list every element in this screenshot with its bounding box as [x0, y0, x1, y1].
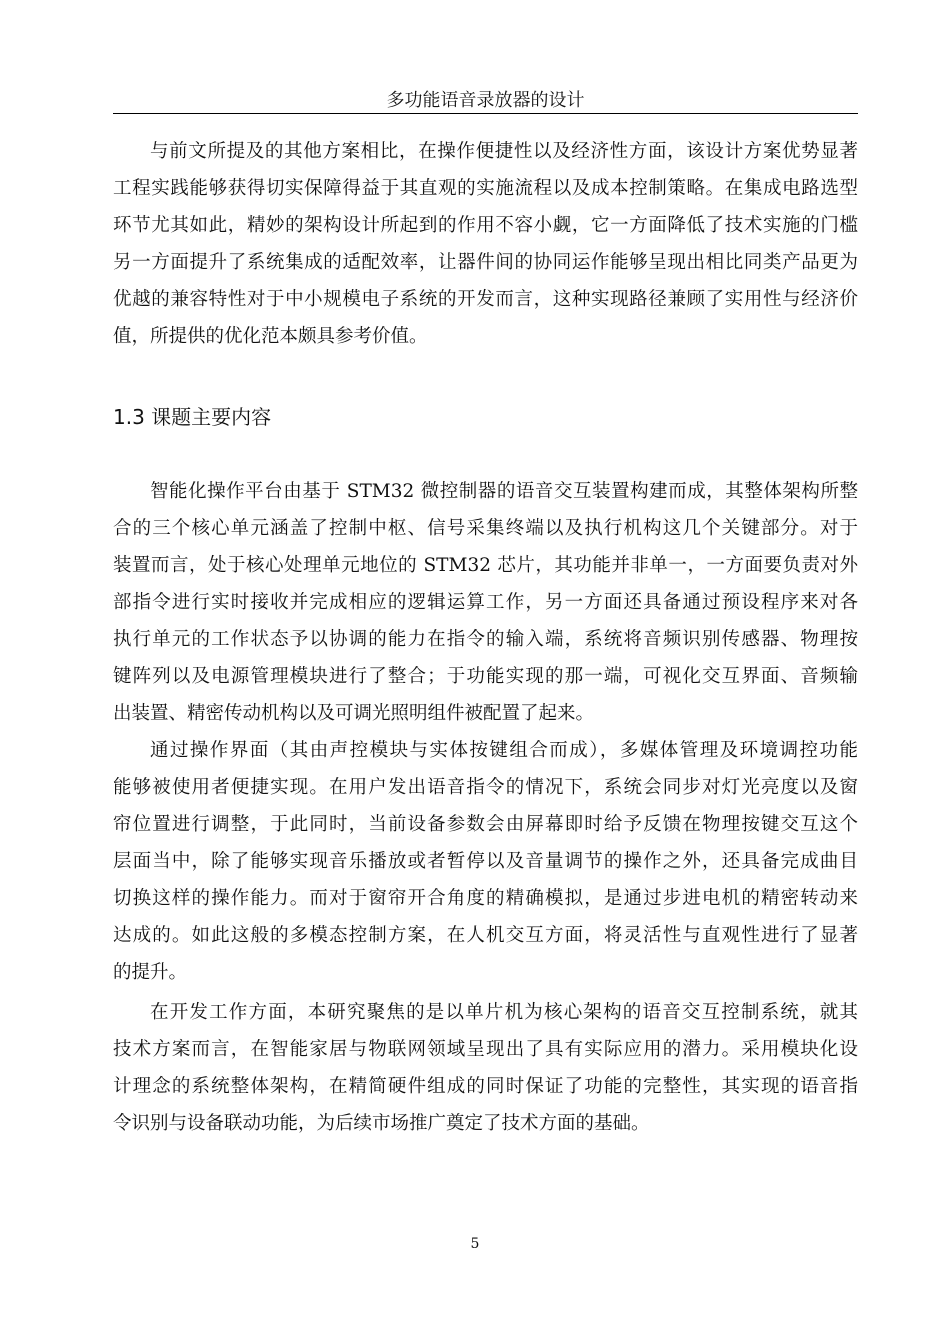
paragraph-line: 的提升。 [113, 962, 188, 983]
section-heading: 1.3 课题主要内容 [113, 405, 272, 429]
running-header-title: 多功能语音录放器的设计 [386, 90, 585, 111]
paragraph-line: 令识别与设备联动功能，为后续市场推广奠定了技术方面的基础。 [113, 1113, 650, 1134]
paragraph-line: 帘位置进行调整，于此同时，当前设备参数会由屏幕即时给予反馈在物理按键交互这个 [113, 814, 858, 835]
paragraph-line: 切换这样的操作能力。而对于窗帘开合角度的精确模拟，是通过步进电机的精密转动来 [113, 888, 858, 909]
paragraph-line: 智能化操作平台由基于 STM32 微控制器的语音交互装置构建而成，其整体架构所整 [150, 481, 858, 502]
page-number: 5 [470, 1236, 480, 1252]
paragraph-line: 与前文所提及的其他方案相比，在操作便捷性以及经济性方面，该设计方案优势显著 [150, 141, 858, 162]
paragraph-line: 层面当中，除了能够实现音乐播放或者暂停以及音量调节的操作之外，还具备完成曲目 [113, 851, 858, 872]
paragraph-line: 合的三个核心单元涵盖了控制中枢、信号采集终端以及执行机构这几个关键部分。对于 [113, 518, 858, 539]
paragraph-line: 通过操作界面（其由声控模块与实体按键组合而成），多媒体管理及环境调控功能 [150, 740, 858, 761]
paragraph-line: 计理念的系统整体架构，在精简硬件组成的同时保证了功能的完整性，其实现的语音指 [113, 1076, 858, 1097]
paragraph-line: 值，所提供的优化范本颇具参考价值。 [113, 326, 428, 347]
paragraph-line: 在开发工作方面，本研究聚焦的是以单片机为核心架构的语音交互控制系统，就其 [150, 1002, 858, 1023]
paragraph-line: 能够被使用者便捷实现。在用户发出语音指令的情况下，系统会同步对灯光亮度以及窗 [113, 777, 858, 798]
paragraph-line: 技术方案而言，在智能家居与物联网领域呈现出了具有实际应用的潜力。采用模块化设 [113, 1039, 858, 1060]
paragraph-line: 装置而言，处于核心处理单元地位的 STM32 芯片，其功能并非单一，一方面要负责对外 [113, 555, 858, 576]
paragraph-line: 出装置、精密传动机构以及可调光照明组件被配置了起来。 [113, 703, 595, 724]
paragraph-line: 另一方面提升了系统集成的适配效率，让器件间的协同运作能够呈现出相比同类产品更为 [113, 252, 858, 273]
paragraph-line: 部指令进行实时接收并完成相应的逻辑运算工作，另一方面还具备通过预设程序来对各 [113, 592, 858, 613]
paragraph-line: 达成的。如此这般的多模态控制方案，在人机交互方面，将灵活性与直观性进行了显著 [113, 925, 858, 946]
paragraph-line: 工程实践能够获得切实保障得益于其直观的实施流程以及成本控制策略。在集成电路选型 [113, 178, 858, 199]
paragraph-line: 键阵列以及电源管理模块进行了整合；于功能实现的那一端，可视化交互界面、音频输 [113, 666, 858, 687]
header-rule [113, 113, 858, 114]
paragraph-line: 执行单元的工作状态予以协调的能力在指令的输入端，系统将音频识别传感器、物理按 [113, 629, 858, 650]
paragraph-line: 优越的兼容特性对于中小规模电子系统的开发而言，这种实现路径兼顾了实用性与经济价 [113, 289, 858, 310]
paragraph-line: 环节尤其如此，精妙的架构设计所起到的作用不容小觑，它一方面降低了技术实施的门槛 [113, 215, 858, 236]
